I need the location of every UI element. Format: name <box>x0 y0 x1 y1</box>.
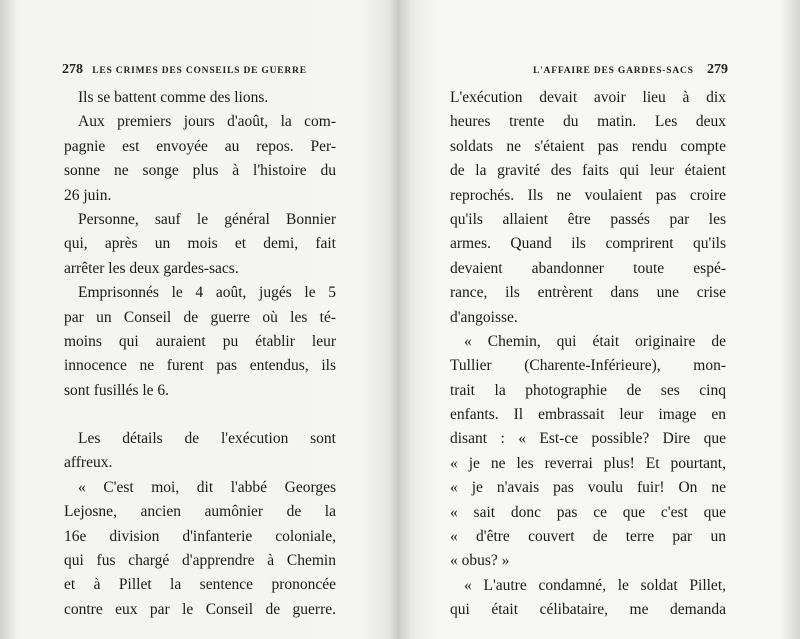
text-line: soldats ne s'étaient pas rendu compte <box>450 137 726 155</box>
right-page <box>398 0 800 639</box>
text-line: Lejosne, ancien aumônier de la <box>64 503 336 521</box>
text-line: et à Pillet la sentence prononcée <box>64 576 336 594</box>
text-line: heures trente du matin. Les deux <box>450 113 726 131</box>
page-number-right: 279 <box>707 62 728 77</box>
text-line: « je n'avais pas voulu fuir! On ne <box>450 479 726 497</box>
text-line: qui était célibataire, me demanda <box>450 601 726 619</box>
text-line: d'angoisse. <box>450 308 518 326</box>
text-line: enfants. Il embrassait leur image en <box>450 406 726 424</box>
page-number-left: 278 <box>62 62 83 77</box>
text-line: Aux premiers jours d'août, la com- <box>78 113 336 131</box>
running-title-left: LES CRIMES DES CONSEILS DE GUERRE <box>92 66 307 76</box>
text-line: qui, après un mois et demi, fait <box>64 235 336 253</box>
text-line: sonne ne songe plus à l'histoire du <box>64 162 336 180</box>
text-line: devaient abandonner toute espé- <box>450 259 726 277</box>
paragraph-gap <box>64 403 336 427</box>
text-line: contre eux par le Conseil de guerre. <box>64 600 336 618</box>
text-line: Personne, sauf le général Bonnier <box>78 210 336 228</box>
text-line: « obus? » <box>450 552 510 570</box>
text-line: moins qui auraient pu établir leur <box>64 332 336 350</box>
text-line: rance, ils entrèrent dans une crise <box>450 284 726 302</box>
text-line: affreux. <box>64 454 113 472</box>
text-line: armes. Quand ils comprirent qu'ils <box>450 235 726 253</box>
text-line: « C'est moi, dit l'abbé Georges <box>78 478 336 496</box>
text-line: « sait donc pas ce que c'est que <box>450 503 726 521</box>
text-line: qu'ils allaient être passés par les <box>450 210 726 228</box>
text-line: pagnie est envoyée au repos. Per- <box>64 137 336 155</box>
text-line: par un Conseil de guerre où les té- <box>64 308 336 326</box>
text-line: reprochés. Ils ne voulaient pas croire <box>450 186 726 204</box>
text-line: « je ne les reverrai plus! Et pourtant, <box>450 454 726 472</box>
right-page-header <box>450 62 728 78</box>
text-line: « Chemin, qui était originaire de <box>464 332 726 350</box>
text-line: disant : « Est-ce possible? Dire que <box>450 430 726 448</box>
left-page-header <box>62 62 338 78</box>
right-page-body <box>450 86 726 623</box>
text-line: 26 juin. <box>64 186 112 204</box>
left-page-body <box>64 86 336 622</box>
text-line: « d'être couvert de terre par un <box>450 528 726 546</box>
running-title-right: L'AFFAIRE DES GARDES-SACS <box>532 66 694 76</box>
text-line: Tullier (Charente-Inférieure), mon- <box>450 357 726 375</box>
text-line: Les détails de l'exécution sont <box>78 430 336 448</box>
text-line: Emprisonnés le 4 août, jugés le 5 <box>78 284 336 302</box>
text-line: Ils se battent comme des lions. <box>78 89 269 106</box>
left-page <box>0 0 398 639</box>
text-line: qui fus chargé d'apprendre à Chemin <box>64 552 336 570</box>
text-line: L'exécution devait avoir lieu à dix <box>450 89 726 106</box>
text-line: sont fusillés le 6. <box>64 381 170 399</box>
text-line: arrêter les deux gardes-sacs. <box>64 259 239 277</box>
text-line: « L'autre condamné, le soldat Pillet, <box>464 576 726 594</box>
text-line: de la gravité des faits qui leur étaient <box>450 162 726 180</box>
text-line: 16e division d'infanterie coloniale, <box>64 527 336 545</box>
text-line: trait la photographie de ses cinq <box>450 381 726 399</box>
text-line: innocence ne furent pas entendus, ils <box>64 357 336 375</box>
